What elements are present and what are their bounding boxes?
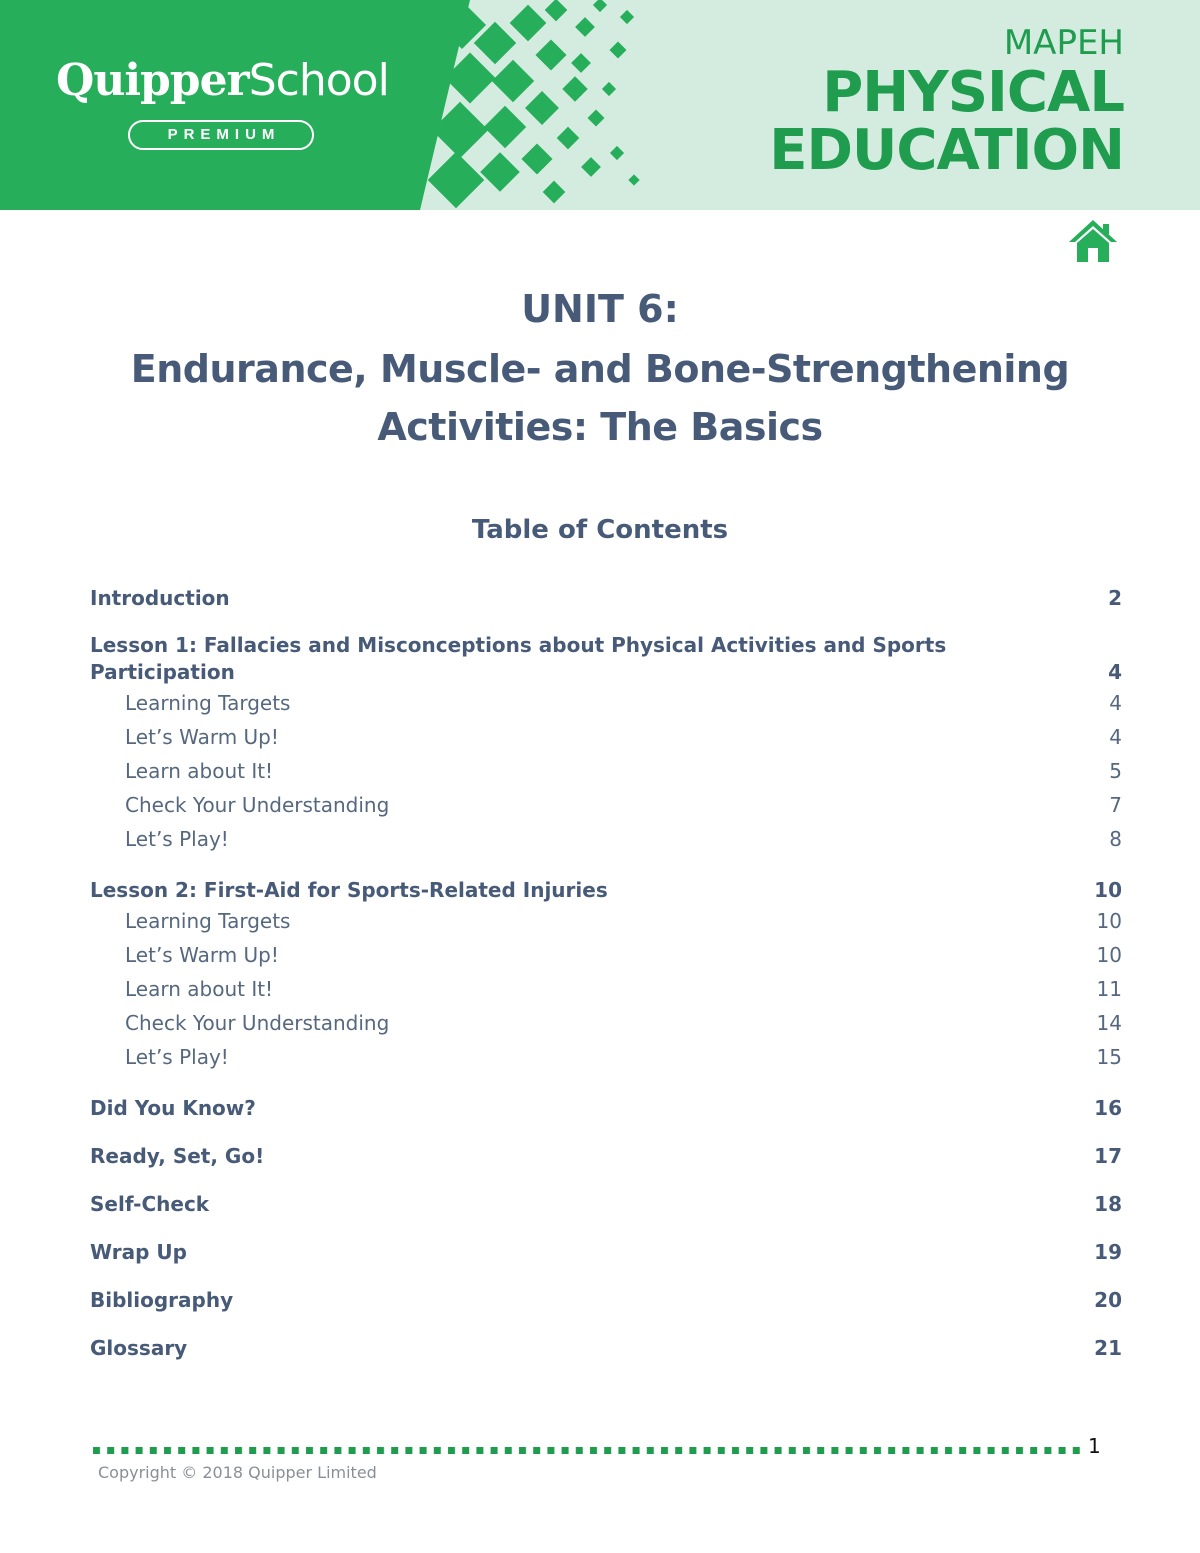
toc-label: Let’s Warm Up! (125, 943, 279, 967)
toc-label: Wrap Up (90, 1240, 187, 1264)
toc-page: 2 (1108, 586, 1122, 610)
subject-line-2: EDUCATION (769, 118, 1124, 183)
toc-page: 4 (1109, 691, 1122, 715)
toc-page: 14 (1096, 1011, 1122, 1035)
toc-page: 10 (1096, 909, 1122, 933)
toc-label: Glossary (90, 1336, 188, 1360)
toc-label: Self-Check (90, 1192, 210, 1216)
unit-title-line-1: Endurance, Muscle- and Bone-Strengthening (130, 347, 1070, 391)
toc-page: 8 (1109, 827, 1122, 851)
table-of-contents (90, 584, 1122, 1362)
toc-label: Let’s Play! (125, 1045, 229, 1069)
toc-entry-lesson-2-warm-up[interactable] (90, 938, 1122, 972)
toc-label: Ready, Set, Go! (90, 1144, 265, 1168)
toc-page: 15 (1096, 1045, 1122, 1069)
subject-category: MAPEH (1003, 23, 1124, 63)
toc-label: Let’s Play! (125, 827, 229, 851)
header-banner (0, 0, 1200, 210)
toc-label-line-2: Participation (90, 660, 235, 684)
toc-label: Did You Know? (90, 1096, 256, 1120)
toc-entry-introduction[interactable] (90, 584, 1122, 612)
subject-line-1: PHYSICAL (822, 60, 1124, 125)
toc-entry-lesson-2-check-understanding[interactable] (90, 1006, 1122, 1040)
toc-label: Check Your Understanding (125, 1011, 390, 1035)
toc-page: 11 (1096, 977, 1122, 1001)
home-icon[interactable] (1067, 218, 1119, 264)
toc-page: 18 (1094, 1192, 1122, 1216)
toc-page: 5 (1109, 759, 1122, 783)
quipper-school-logo (56, 54, 396, 143)
toc-page: 21 (1094, 1336, 1122, 1360)
toc-label: Lesson 2: First-Aid for Sports-Related Injuries (90, 878, 608, 902)
toc-entry-lesson-1[interactable] (90, 632, 1122, 686)
toc-label: Learning Targets (125, 691, 291, 715)
unit-title (0, 340, 1200, 456)
toc-page: 20 (1094, 1288, 1122, 1312)
toc-entry-self-check[interactable] (90, 1190, 1122, 1218)
toc-entry-lesson-2-lets-play[interactable] (90, 1040, 1122, 1074)
logo-wordmark (56, 54, 396, 108)
toc-entry-lesson-2-learning-targets[interactable] (90, 904, 1122, 938)
toc-entry-glossary[interactable] (90, 1334, 1122, 1362)
toc-entry-wrap-up[interactable] (90, 1238, 1122, 1266)
toc-entry-lesson-2-learn-about-it[interactable] (90, 972, 1122, 1006)
toc-page: 16 (1094, 1096, 1122, 1120)
toc-entry-lesson-1-check-understanding[interactable] (90, 788, 1122, 822)
toc-label: Learn about It! (125, 759, 274, 783)
toc-entry-did-you-know[interactable] (90, 1094, 1122, 1122)
toc-entry-lesson-1-learn-about-it[interactable] (90, 754, 1122, 788)
toc-entry-bibliography[interactable] (90, 1286, 1122, 1314)
subject-title (769, 22, 1124, 183)
premium-badge: PREMIUM (128, 120, 314, 150)
toc-page: 7 (1109, 793, 1122, 817)
copyright-notice: Copyright © 2018 Quipper Limited (98, 1463, 377, 1482)
toc-page: 10 (1096, 943, 1122, 967)
toc-entry-lesson-1-warm-up[interactable] (90, 720, 1122, 754)
toc-label: Check Your Understanding (125, 793, 390, 817)
toc-label: Let’s Warm Up! (125, 725, 279, 749)
toc-entry-lesson-2[interactable] (90, 876, 1122, 904)
unit-title-line-2: Activities: The Basics (377, 405, 823, 449)
dotted-divider (90, 1444, 1086, 1456)
toc-entry-ready-set-go[interactable] (90, 1142, 1122, 1170)
toc-label: Learning Targets (125, 909, 291, 933)
toc-label: Learn about It! (125, 977, 274, 1001)
toc-label: Introduction (90, 586, 230, 610)
logo-secondary: School (248, 55, 389, 106)
toc-page: 4 (1109, 725, 1122, 749)
unit-number: UNIT 6: (521, 287, 679, 331)
logo-primary: Quipper (56, 55, 249, 106)
toc-label-line-1: Lesson 1: Fallacies and Misconceptions about Physical Activities and Sports (90, 633, 947, 657)
toc-heading: Table of Contents (471, 515, 729, 545)
toc-page: 4 (1108, 660, 1122, 684)
toc-page: 10 (1094, 878, 1122, 902)
toc-page: 19 (1094, 1240, 1122, 1264)
toc-entry-lesson-1-lets-play[interactable] (90, 822, 1122, 856)
toc-entry-lesson-1-learning-targets[interactable] (90, 686, 1122, 720)
toc-label (90, 632, 1062, 686)
toc-page: 17 (1094, 1144, 1122, 1168)
page-number: 1 (1088, 1434, 1101, 1458)
toc-label: Bibliography (90, 1288, 234, 1312)
